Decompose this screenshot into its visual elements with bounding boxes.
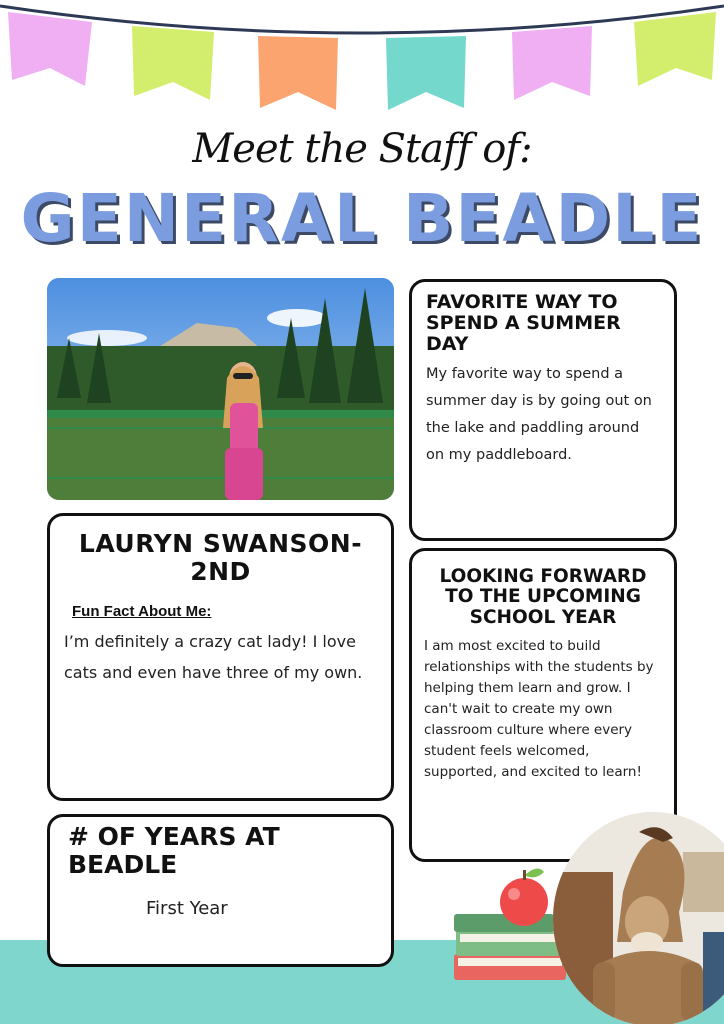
looking-forward-heading: LOOKING FORWARD TO THE UPCOMING SCHOOL YEAR xyxy=(439,566,647,628)
staff-photo-image xyxy=(47,278,394,500)
fun-fact-text: I’m definitely a crazy cat lady! I love cats and even have three of my own. xyxy=(64,632,363,682)
years-card xyxy=(47,814,394,967)
favorite-summer-card xyxy=(409,279,677,541)
favorite-text: My favorite way to spend a summer day is by going out on the lake and paddling around on my paddleboard. xyxy=(426,365,652,463)
looking-forward-text: I am most excited to build relationships with the students by helping them learn and grow. I can't wait to create my own classroom culture where every student feels welcomed, supported, and excited to learn! xyxy=(424,638,654,781)
years-value: First Year xyxy=(146,898,228,919)
favorite-heading: FAVORITE WAY TO SPEND A SUMMER DAY xyxy=(426,291,621,355)
fun-fact-label: Fun Fact About Me: xyxy=(72,603,212,620)
years-heading: # OF YEARS AT BEADLE xyxy=(68,822,280,879)
school-name: GENERAL BEADLE xyxy=(20,180,704,257)
bunting-banner-icon xyxy=(0,0,724,120)
flyer-subtitle: Meet the Staff of: xyxy=(192,126,532,172)
profile-card xyxy=(47,513,394,801)
staff-name: LAURYN SWANSON- 2ND xyxy=(78,529,363,586)
